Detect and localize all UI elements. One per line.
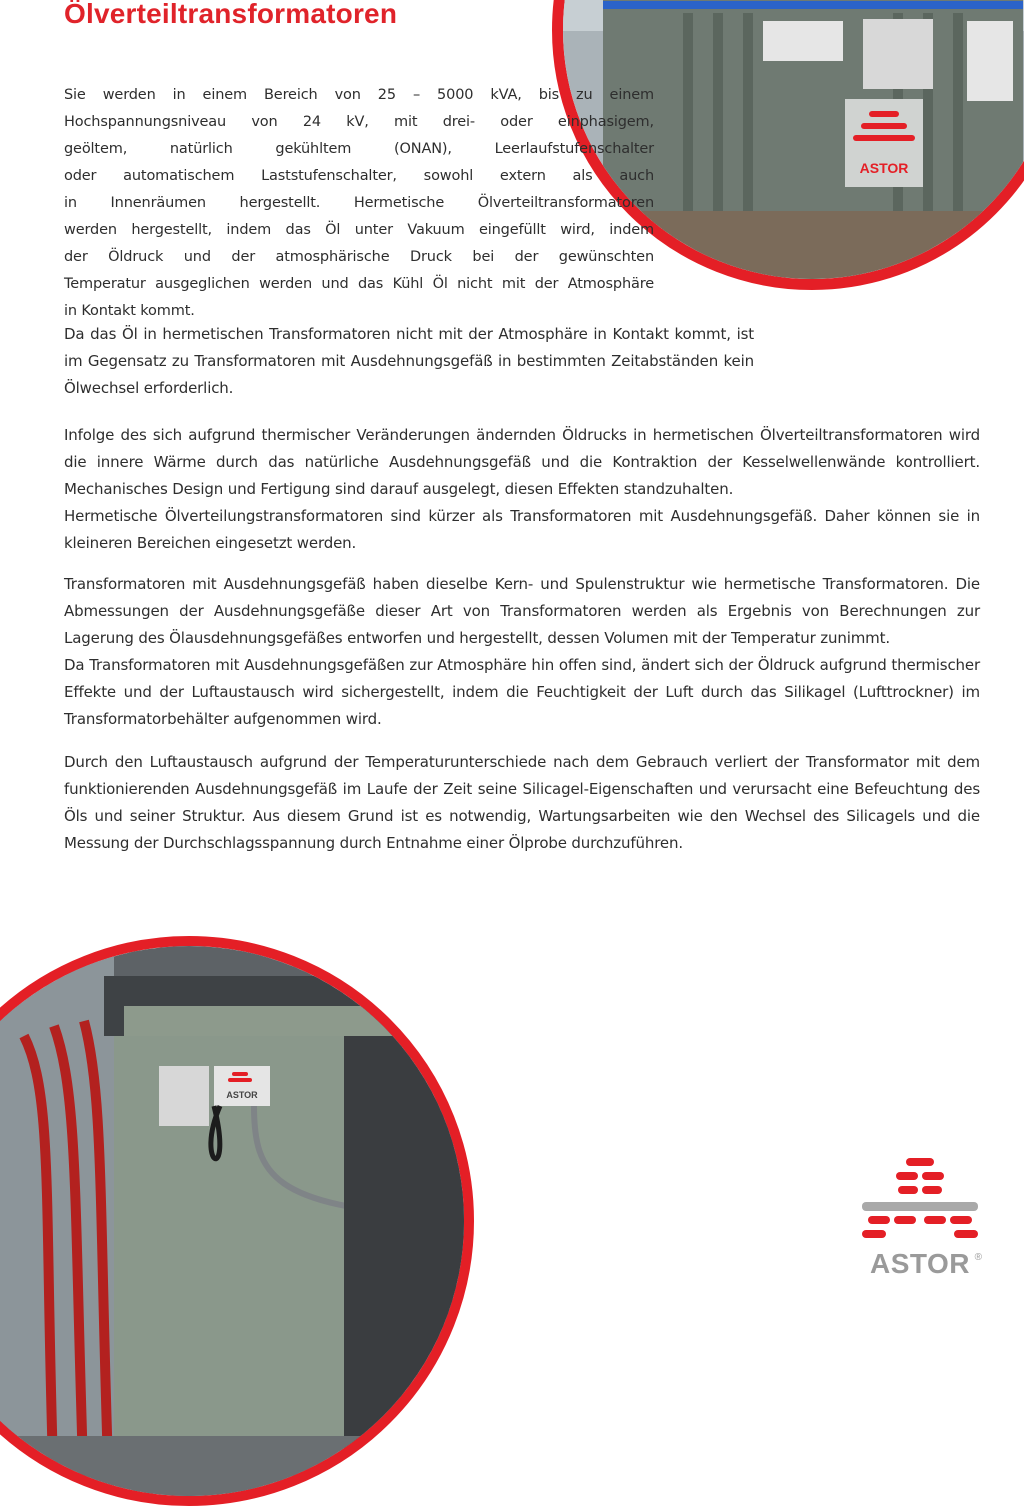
svg-text:ASTOR: ASTOR bbox=[226, 1090, 258, 1100]
paragraph-thermal-pressure bbox=[64, 422, 980, 557]
logo-wordmark: ASTOR bbox=[870, 1248, 970, 1279]
intro-line: Temperatur ausgeglichen werden und das Kühl Öl nicht mit der Atmosphäre bbox=[64, 276, 654, 292]
intro-line: der Öldruck und der atmosphärische Druck bei der gewünschten bbox=[64, 249, 654, 265]
intro-line: geöltem, natürlich gekühltem (ONAN), Leerlaufstufenschalter bbox=[64, 141, 654, 157]
intro-line: in Kontakt kommt. bbox=[64, 303, 195, 319]
astor-logo bbox=[858, 1152, 982, 1280]
intro-line: werden hergestellt, indem das Öl unter Vakuum eingefüllt wird, indem bbox=[64, 222, 654, 238]
paragraph-text: Hermetische Ölverteilungstransformatoren sind kürzer als Transformatoren mit Ausdehnungsgefäß. Daher können sie in kleineren Bereichen eingesetzt werden. bbox=[64, 507, 980, 552]
registered-mark: ® bbox=[974, 1252, 982, 1263]
transformer-photo-bottom bbox=[0, 936, 474, 1506]
page-title: Ölverteiltransformatoren bbox=[64, 0, 398, 29]
paragraph-text: Infolge des sich aufgrund thermischer Veränderungen ändernden Öldrucks in hermetischen Ölverteiltransformatoren wird die innere Wärme durch das natürliche Ausdehnungsgefäß und die Kontraktion der Kesselwellenwände kontrolliert. Mechanisches Design und Fertigung sind darauf ausgelegt, diesen Effekten standzuhalten. bbox=[64, 426, 980, 498]
paragraph-expansion-tank bbox=[64, 571, 980, 733]
intro-line: Hochspannungsniveau von 24 kV, mit drei- oder einphasigem, bbox=[64, 114, 654, 130]
paragraph-text: Da Transformatoren mit Ausdehnungsgefäßen zur Atmosphäre hin offen sind, ändert sich der Öldruck aufgrund thermischer Effekte und der Luftaustausch wird sichergestellt, indem die Feuchtigkeit der Luft durch das Silikagel (Lufttrockner) im Transformatorbehälter aufgenommen wird. bbox=[64, 656, 980, 728]
svg-text:ASTOR: ASTOR bbox=[859, 160, 909, 176]
intro-line: oder automatischem Laststufenschalter, sowohl extern als auch bbox=[64, 168, 654, 184]
intro-paragraph bbox=[64, 82, 654, 325]
intro-line: in Innenräumen hergestellt. Hermetische Ölverteiltransformatoren bbox=[64, 195, 654, 211]
paragraph-hermetic-oil: Da das Öl in hermetischen Transformatoren nicht mit der Atmosphäre in Kontakt kommt, ist im Gegensatz zu Transformatoren mit Ausdehnungsgefäß in bestimmten Zeitabständen kein Ölwechsel erforderlich. bbox=[64, 325, 754, 397]
intro-line: Sie werden in einem Bereich von 25 – 5000 kVA, bis zu einem bbox=[64, 87, 654, 103]
astor-logo-mark bbox=[858, 1152, 982, 1248]
paragraph-maintenance: Durch den Luftaustausch aufgrund der Temperaturunterschiede nach dem Gebrauch verliert der Transformator mit dem funktionierenden Ausdehnungsgefäß im Laufe der Zeit seine Silicagel-Eigenschaften und verursacht eine Befeuchtung des Öls und seiner Struktur. Aus diesem Grund ist es notwendig, Wartungsarbeiten wie den Wechsel des Silicagels und die Messung der Durchschlagsspannung durch Entnahme einer Ölprobe durchzuführen. bbox=[64, 753, 980, 852]
paragraph-text: Transformatoren mit Ausdehnungsgefäß haben dieselbe Kern- und Spulenstruktur wie hermetische Transformatoren. Die Abmessungen der Ausdehnungsgefäße dieser Art von Transformatoren werden als Ergebnis von Berechnungen zur Lagerung des Ölausdehnungsgefäßes entworfen und hergestellt, dessen Volumen mit der Temperatur zunimmt. bbox=[64, 575, 980, 647]
